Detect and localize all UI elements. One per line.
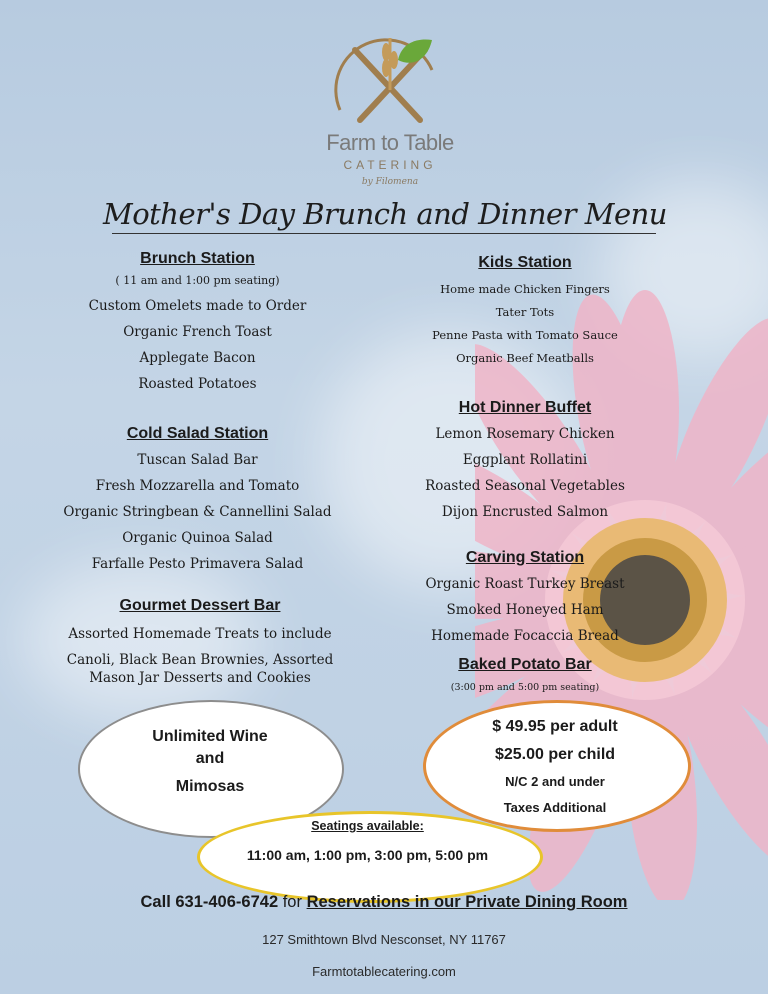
price-tax: Taxes Additional — [503, 800, 607, 815]
footer-for: for — [282, 893, 302, 911]
brunch-station-note: ( 11 am and 1:00 pm seating) — [115, 274, 280, 287]
cold-salad-heading: Cold Salad Station — [126, 425, 269, 442]
seatings-text — [220, 817, 515, 863]
kids-station-section — [405, 254, 645, 370]
list-item: Organic French Toast — [123, 324, 272, 340]
logo-subtitle: CATERING — [343, 158, 437, 172]
kids-station-heading: Kids Station — [478, 254, 572, 271]
brunch-station-section — [60, 250, 335, 397]
list-item: Organic Stringbean & Cannellini Salad — [63, 504, 332, 520]
dessert-bar-heading: Gourmet Dessert Bar — [119, 597, 281, 614]
list-item: Fresh Mozzarella and Tomato — [95, 478, 300, 494]
price-under: N/C 2 and under — [505, 774, 605, 789]
wine-line-2: and — [195, 750, 225, 767]
list-item: Mason Jar Desserts and Cookies — [89, 670, 311, 686]
address: 127 Smithtown Blvd Nesconset, NY 11767 — [262, 932, 506, 947]
website-link[interactable]: Farmtotablecatering.com — [312, 964, 456, 979]
list-item: Smoked Honeyed Ham — [446, 602, 604, 618]
list-item: Custom Omelets made to Order — [88, 298, 307, 314]
list-item: Homemade Focaccia Bread — [431, 628, 619, 644]
carving-station-section — [405, 549, 645, 649]
list-item: Organic Beef Meatballs — [456, 351, 594, 365]
list-item: Penne Pasta with Tomato Sauce — [432, 328, 618, 342]
price-child: $25.00 per child — [494, 746, 616, 763]
hot-dinner-heading: Hot Dinner Buffet — [458, 399, 592, 416]
wine-line-1: Unlimited Wine — [152, 728, 268, 745]
carving-station-heading: Carving Station — [465, 549, 585, 566]
title-underline — [112, 233, 656, 234]
hot-dinner-section — [405, 399, 645, 525]
phone-number[interactable]: Call 631-406-6742 — [140, 893, 279, 911]
list-item: Organic Roast Turkey Breast — [425, 576, 625, 592]
list-item: Tuscan Salad Bar — [137, 452, 258, 468]
logo-name: Farm to Table — [326, 130, 454, 155]
list-item: Organic Quinoa Salad — [122, 530, 273, 546]
list-item: Home made Chicken Fingers — [440, 282, 610, 296]
seatings-heading: Seatings available: — [311, 819, 424, 833]
dessert-bar-section — [55, 597, 345, 687]
reservations-link[interactable]: Reservations in our Private Dining Room — [306, 893, 628, 911]
brunch-station-heading: Brunch Station — [140, 250, 255, 267]
seatings-times: 11:00 am, 1:00 pm, 3:00 pm, 5:00 pm — [246, 847, 489, 863]
baked-potato-heading: Baked Potato Bar — [458, 656, 592, 673]
list-item: Assorted Homemade Treats to include — [68, 626, 332, 642]
price-adult: $ 49.95 per adult — [492, 718, 618, 735]
list-item: Roasted Seasonal Vegetables — [425, 478, 625, 494]
price-text — [450, 713, 660, 821]
baked-potato-note: (3:00 pm and 5:00 pm seating) — [450, 682, 600, 693]
list-item: Tater Tots — [495, 305, 555, 319]
list-item: Applegate Bacon — [139, 350, 256, 366]
logo — [320, 30, 460, 200]
list-item: Farfalle Pesto Primavera Salad — [91, 556, 304, 572]
list-item: Roasted Potatoes — [138, 376, 257, 392]
cold-salad-section — [60, 425, 335, 577]
wine-text — [110, 726, 310, 798]
footer-call-line — [80, 893, 688, 912]
baked-potato-section — [405, 656, 645, 693]
page-title: Mother's Day Brunch and Dinner Menu — [103, 197, 667, 231]
list-item: Eggplant Rollatini — [462, 452, 588, 468]
logo-fork-knife-icon — [320, 30, 460, 130]
list-item: Canoli, Black Bean Brownies, Assorted — [66, 652, 334, 668]
list-item: Lemon Rosemary Chicken — [435, 426, 615, 442]
wine-line-3: Mimosas — [175, 778, 245, 795]
logo-byline: by Filomena — [361, 177, 419, 187]
list-item: Dijon Encrusted Salmon — [441, 504, 609, 520]
